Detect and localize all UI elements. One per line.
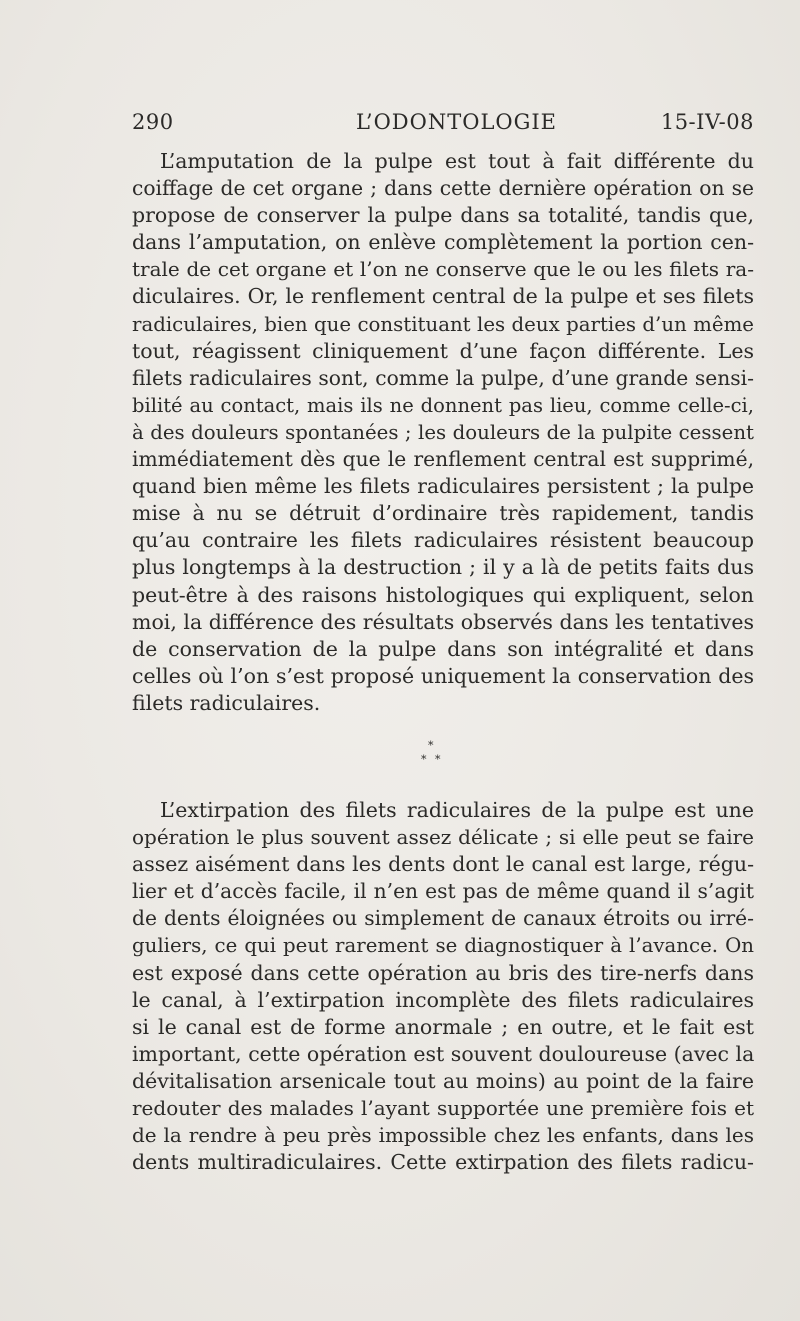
text-line: tout, réagissent cliniquement d’une façon différente. Les (132, 338, 754, 363)
text-line: trale de cet organe et l’on ne conserve que le ou les filets ra- (132, 257, 754, 282)
text-line: L’amputation de la pulpe est tout à fait différente du (160, 149, 754, 173)
text-line: mise à nu se détruit d’ordinaire très rapidement, tandis (132, 501, 754, 526)
text-line: quand bien même les filets radiculaires persistent ; la pulpe (132, 474, 754, 499)
text-line: dans l’amputation, on enlève complètement la portion cen- (132, 230, 754, 255)
asterisk-left: * (421, 753, 427, 766)
text-line: radiculaires, bien que constituant les deux parties d’un même (132, 312, 754, 336)
paragraph-extirpation (132, 797, 754, 1176)
paragraph-amputation (132, 148, 754, 717)
text-line: à des douleurs spontanées ; les douleurs de la pulpite cessent (132, 420, 754, 444)
text-line: filets radiculaires. (132, 690, 321, 715)
text-line: bilité au contact, mais ils ne donnent pas lieu, comme celle-ci, (132, 393, 754, 417)
text-line: de conservation de la pulpe dans son intégralité et dans (132, 636, 754, 661)
issue-date: 15-IV-08 (660, 110, 754, 134)
text-line: de dents éloignées ou simplement de canaux étroits ou irré- (132, 906, 754, 931)
text-line: le canal, à l’extirpation incomplète des filets radiculaires (132, 987, 754, 1012)
text-line: dévitalisation arsenicale tout au moins) au point de la faire (132, 1068, 754, 1093)
text-line: moi, la différence des résultats observés dans les tentatives (132, 609, 754, 634)
text-line: est exposé dans cette opération au bris des tire-nerfs dans (132, 960, 754, 985)
text-line: si le canal est de forme anormale ; en outre, et le fait est (132, 1014, 754, 1039)
text-line: celles où l’on s’est proposé uniquement la conservation des (132, 663, 754, 688)
text-line: diculaires. Or, le renflement central de la pulpe et ses filets (132, 284, 754, 309)
text-line: propose de conserver la pulpe dans sa totalité, tandis que, (132, 203, 754, 228)
text-line: assez aisément dans les dents dont le canal est large, régu- (132, 852, 754, 877)
text-line: de la rendre à peu près impossible chez les enfants, dans les (132, 1123, 754, 1148)
text-line: dents multiradiculaires. Cette extirpation des filets radicu- (132, 1150, 754, 1175)
text-line: qu’au contraire les filets radiculaires résistent beaucoup (132, 528, 754, 553)
asterisk-top: * (428, 739, 434, 752)
text-line: opération le plus souvent assez délicate ; si elle peut se faire (132, 825, 754, 850)
text-line: guliers, ce qui peut rarement se diagnostiquer à l’avance. On (132, 934, 754, 958)
text-line: important, cette opération est souvent douloureuse (avec la (132, 1041, 755, 1066)
text-line: coiffage de cet organe ; dans cette dernière opération on se (132, 176, 754, 201)
page-number: 290 (132, 110, 174, 134)
text-line: peut-être à des raisons histologiques qui expliquent, selon (132, 582, 754, 607)
text-line: redouter des malades l’ayant supportée une première fois et (132, 1096, 754, 1121)
text-line: plus longtemps à la destruction ; il y a là de petits faits dus (132, 555, 754, 580)
asterisk-right: * (435, 753, 441, 766)
text-line: lier et d’accès facile, il n’en est pas de même quand il s’agit (132, 879, 754, 904)
text-line: immédiatement dès que le renflement central est supprimé, (132, 447, 754, 472)
running-title: L’ODONTOLOGIE (356, 110, 558, 134)
text-line: L’extirpation des filets radiculaires de la pulpe est une (160, 798, 754, 822)
page-header (132, 110, 754, 140)
text-line: filets radiculaires sont, comme la pulpe, d’une grande sensi- (132, 365, 754, 390)
section-asterism (418, 738, 448, 768)
